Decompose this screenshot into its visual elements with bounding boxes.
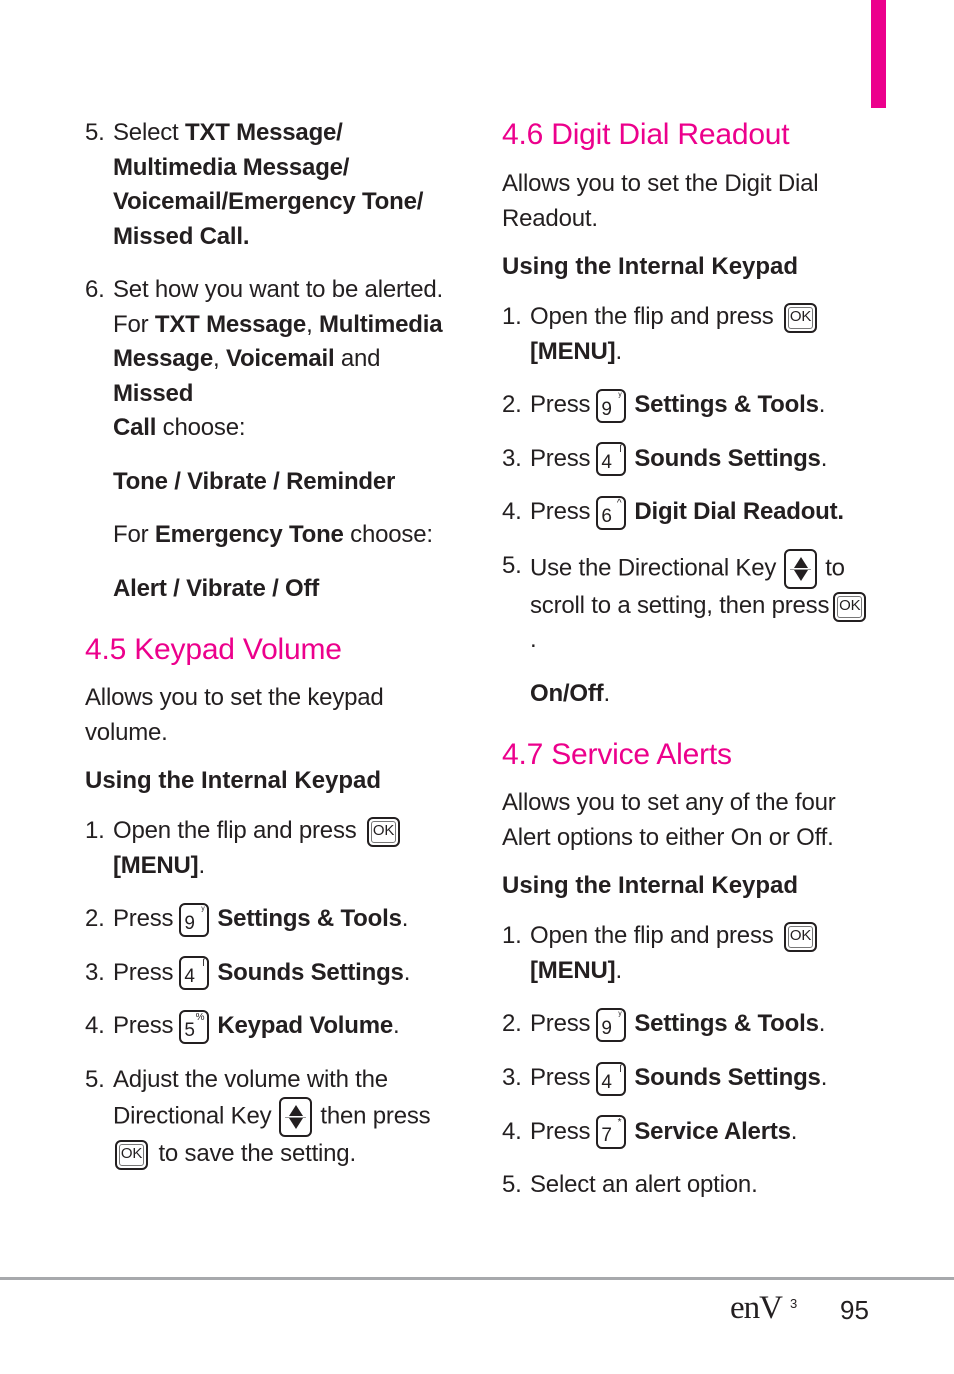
directional-key-icon xyxy=(784,549,817,589)
ok-key-icon: OK xyxy=(115,1140,148,1170)
keypad-step-4: 4. Press 5 % Keypad Volume. xyxy=(85,1009,460,1044)
service-description: Allows you to set any of the four Alert options to either On or Off. xyxy=(502,789,836,851)
service-step-3: 3. Press 4 ſ Sounds Settings. xyxy=(502,1061,872,1096)
heading-keypad-volume: 4.5 Keypad Volume xyxy=(85,633,342,666)
step-select-message: 5. Select TXT Message/ Multimedia Message/ Voicemail/Emergency Tone/ Missed Call. xyxy=(85,119,424,250)
key-4-icon: 4 ſ xyxy=(179,956,209,990)
keypad-step-1: 1. Open the flip and press OK [MENU]. xyxy=(85,814,460,883)
ok-key-icon: OK xyxy=(833,592,866,622)
service-step-4: 4. Press 7 * Service Alerts. xyxy=(502,1115,872,1150)
key-9-icon: 9 ʸ xyxy=(179,903,209,937)
key-9-icon: 9 ʸ xyxy=(596,1008,626,1042)
heading-service-alerts: 4.7 Service Alerts xyxy=(502,738,732,772)
service-step-5: 5. Select an alert option. xyxy=(502,1171,758,1199)
left-column xyxy=(85,112,460,1172)
ok-key-icon: OK xyxy=(784,303,817,333)
key-6-icon: 6 ^ xyxy=(596,496,626,530)
ok-key-icon: OK xyxy=(784,922,817,952)
key-4-icon: 4 ſ xyxy=(596,442,626,476)
keypad-description: Allows you to set the keypad volume. xyxy=(85,684,384,746)
using-internal-keypad: Using the Internal Keypad xyxy=(502,872,799,900)
service-step-2: 2. Press 9 ʸ Settings & Tools. xyxy=(502,1007,872,1042)
digit-step-4: 4. Press 6 ^ Digit Dial Readout. xyxy=(502,495,872,530)
using-internal-keypad: Using the Internal Keypad xyxy=(85,767,382,794)
emergency-tone-line: For Emergency Tone choose: xyxy=(113,521,433,548)
accent-bar xyxy=(871,0,886,108)
digit-step-5: 5. Use the Directional Key to scroll to a setting, then press OK. xyxy=(502,549,872,658)
key-5-icon: 5 % xyxy=(179,1010,209,1044)
options-tone: Tone / Vibrate / Reminder xyxy=(113,467,396,495)
directional-key-icon xyxy=(279,1097,312,1137)
digit-step-2: 2. Press 9 ʸ Settings & Tools. xyxy=(502,388,872,423)
key-4-icon: 4 ſ xyxy=(596,1062,626,1096)
step-set-alert: 6. Set how you want to be alerted. For TXT Message, Multimedia Message, Voicemail and Missed Call choose: xyxy=(85,276,444,441)
key-7-icon: 7 * xyxy=(596,1115,626,1149)
digit-description: Allows you to set the Digit Dial Readout. xyxy=(502,170,819,232)
keypad-step-5: 5. Adjust the volume with the Directional Key then press OK to save the setting. xyxy=(85,1063,460,1172)
keypad-step-2: 2. Press 9 ʸ Settings & Tools. xyxy=(85,902,460,937)
env3-logo: enV 3 xyxy=(730,1290,798,1326)
footer-divider xyxy=(0,1277,954,1280)
right-column xyxy=(502,112,872,1203)
page-number: 95 xyxy=(840,1295,869,1325)
digit-step-3: 3. Press 4 ſ Sounds Settings. xyxy=(502,442,872,477)
service-step-1: 1. Open the flip and press OK [MENU]. xyxy=(502,919,872,988)
options-alert: Alert / Vibrate / Off xyxy=(113,574,320,602)
digit-step-1: 1. Open the flip and press OK [MENU]. xyxy=(502,300,872,369)
using-internal-keypad: Using the Internal Keypad xyxy=(502,253,799,280)
keypad-step-3: 3. Press 4 ſ Sounds Settings. xyxy=(85,956,460,991)
digit-on-off: On/Off. xyxy=(530,679,610,707)
key-9-icon: 9 ʸ xyxy=(596,389,626,423)
heading-digit-dial-readout: 4.6 Digit Dial Readout xyxy=(502,118,790,151)
ok-key-icon: OK xyxy=(367,817,400,847)
